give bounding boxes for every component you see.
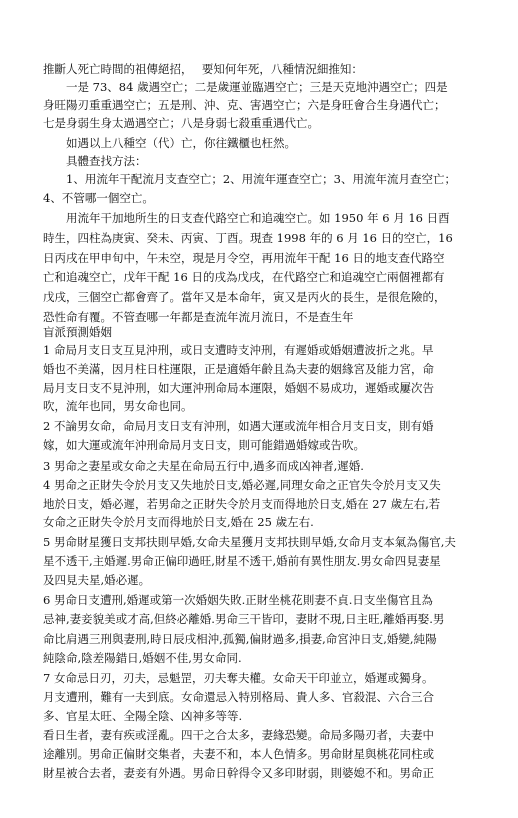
- text-line: 一是 73、84 歲遇空亡；二是歲運並臨遇空亡；三是天克地沖遇空亡；四是: [43, 80, 448, 94]
- text-line: 婚也不美滿，因月柱日柱運限，正是適婚年齡且為夫妻的姻緣宮及能力宮，命: [43, 362, 434, 376]
- text-line: 日丙戌在甲申旬中，午未空，現是月令空，再用流年干配 16 日的地支查代路空: [43, 251, 445, 265]
- text-line: 局月支日支不見沖刑，如大運沖刑命局本運限，婚姻不易成功，遲婚或屢次告: [43, 381, 434, 395]
- text-line: 推斷人死亡時間的祖傳絕招， 要知何年死，八種情況細推知：: [43, 62, 363, 76]
- text-line: 3 男命之妻星或女命之夫星在命局五行中,過多而成凶神者,遲婚.: [43, 459, 364, 473]
- text-line: 1 命局月支日支互見沖刑，或日支遭時支沖刑，有遲婚或婚姻遭波折之兆。早: [43, 343, 434, 357]
- text-line: 身旺陽刃重重遇空亡；五是刑、沖、克、害遇空亡；六是身旺會合生身遇代亡；: [43, 98, 446, 112]
- text-line: 財星被合去者，妻妾有外遇。男命日幹得令又多印財弱，則婆媳不和。男命正: [43, 766, 434, 780]
- text-line: 月支遭刑，難有一夫到底。女命還忌入特別格局、貴人多、官殺混、六合三合: [43, 690, 434, 704]
- text-line: 多、官星太旺、全陽全陰、凶神多等等.: [43, 709, 243, 723]
- text-line: 途離別。男命正偏財交集者，夫妻不和，本人色情多。男命財星與桃花同柱或: [43, 747, 434, 761]
- text-line: 吹，流年也同，男女命也同。: [43, 399, 193, 413]
- text-line: 4、不管哪一個空亡。: [43, 191, 154, 205]
- text-line: 具體查找方法：: [43, 154, 147, 168]
- text-line: 戊戌，三個空亡都會齊了。當年又是本命年，寅又是丙火的長生，是很危險的，: [43, 290, 446, 304]
- text-line: 星不透干,主婚遲.男命正偏印過旺,財星不透干,婚前有異性朋友.男女命四見妻星: [43, 554, 441, 568]
- text-line: 看日生者，妻有疾或淫亂。四干之合太多，妻緣恐變。命局多陽刃者，夫妻中: [43, 728, 434, 742]
- text-line: 盲派預測婚姻: [43, 325, 112, 339]
- text-line: 命比肩遇三刑與妻刑,時日辰戌相沖,孤獨,偏財過多,損妻,命宮沖日支,婚變,純陽: [43, 632, 437, 646]
- text-line: 地於日支，婚必遲，若男命之正財失令於月支而得地於日支,婚在 27 歲左右,若: [43, 497, 441, 511]
- text-line: 及四見夫星,婚必遲。: [43, 573, 151, 587]
- text-line: 時生，四柱為庚寅、癸未、丙寅、丁酉。現查 1998 年的 6 月 16 日的空亡，16: [43, 231, 453, 245]
- text-line: 女命之正財失令於月支而得地於日支,婚在 25 歲左右.: [43, 515, 314, 529]
- text-line: 2 不論男女命，命局月支日支有沖刑，如遇大運或流年相合月支日支，則有婚: [43, 419, 434, 433]
- text-line: 亡和追魂空亡，戊年干配 16 日的戌為戊戌，在代路空亡和追魂空亡兩個裡都有: [43, 270, 445, 284]
- text-line: 七是身弱生身太過遇空亡；八是身弱七殺重重遇代亡。: [43, 116, 319, 130]
- text-line: 嫁，如大運或流年沖刑命局月支日支，則可能錯過婚嫁或告吹。: [43, 438, 365, 452]
- text-line: 恐性命有覆。不管查哪一年都是查流年流月流日，不是查生年: [43, 310, 354, 324]
- text-line: 忌神,妻妾貌美或才高,但終必離婚.男命三干皆印，妻財不現,日主旺,離婚再娶.男: [43, 612, 445, 626]
- text-line: 如遇以上八種空（代）亡，你往鐵櫃也枉然。: [43, 136, 296, 150]
- text-line: 1、用流年干配流月支查空亡；2、用流年運查空亡；3、用流年流月查空亡；: [43, 172, 456, 186]
- text-line: 7 女命忌日刃，刃夫，忌魁罡，刃夫奪夫權。女命天干印並立，婚遲或獨身。: [43, 671, 434, 685]
- text-line: 6 男命日支遭刑,婚遲或第一次婚姻失敗.正財坐桃花則妻不貞.日支坐傷官且為: [43, 593, 433, 607]
- text-line: 純陰命,陰差陽錯日,婚姻不佳,男女命同.: [43, 651, 242, 665]
- text-line: 4 男命之正財失令於月支又失地於日支,婚必遲,同理女命之正官失令於月支又失: [43, 478, 441, 492]
- text-line: 用流年干加地所生的日支查代路空亡和追魂空亡。如 1950 年 6 月 16 日酉: [43, 211, 450, 225]
- text-line: 5 男命財星獲日支邦扶則早婚,女命夫星獲月支邦扶則早婚,女命月支本氣為傷官,夫: [43, 535, 456, 549]
